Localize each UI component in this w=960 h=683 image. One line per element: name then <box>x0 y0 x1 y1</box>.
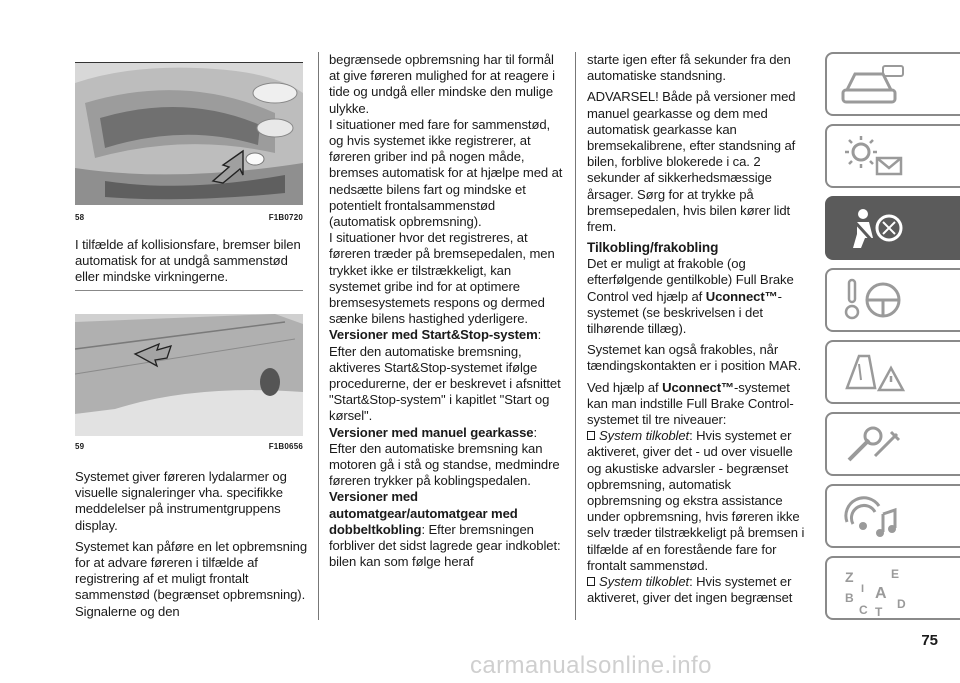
section-paragraph: Versioner med manuel gearkasse: Efter den automatiske bremsning kan motoren gå i stå og standse, medmindre føreren trykker på koblingspedalen. <box>329 424 560 489</box>
figure-58 <box>75 63 303 225</box>
index-letter: B <box>845 591 854 605</box>
paragraph: I situationer hvor det registreres, at føreren træder på bremsepedalen, men trykket ikke er tilstrækkeligt, kan systemet gribe ind for at optimere bremsesystemets respons og dermed sænke bilens hastighed yderligere. <box>329 230 555 327</box>
bullet-box-icon <box>587 577 595 586</box>
alphabet-index-icon <box>839 564 919 618</box>
paragraph: I situationer med fare for sammenstød, og hvis systemet ikke registrerer, at føreren griber ind på nogen måde, bremses automatisk for at hjælpe med at nedsætte bilens fart og mindske et potentielt frontalsammenstød (automatisk opbremsning). <box>329 116 563 230</box>
section-paragraph: Versioner med automatgear/automatgear med dobbeltkobling: Efter bremsningen forbliver det sidst lagrede gear indkoblet: bilen kan som følge heraf <box>329 489 561 570</box>
figure-code: F1B0656 <box>268 442 303 451</box>
figure-code: F1B0720 <box>268 213 303 222</box>
column-3 <box>587 52 809 607</box>
paragraph: begrænsede opbremsning har til formål at give føreren mulighed for at reagere i tide og undgå eller mindske den mulige ulykke. <box>329 52 555 116</box>
index-letter: T <box>875 605 883 618</box>
tab-service-tools[interactable] <box>825 412 960 476</box>
tab-alphabet-index[interactable] <box>825 556 960 620</box>
service-tools-icon <box>839 420 909 470</box>
brand-name: Uconnect™ <box>705 288 778 304</box>
tab-warning-lights[interactable] <box>825 124 960 188</box>
windshield-camera-image <box>75 314 303 436</box>
page-number: 75 <box>921 632 938 649</box>
index-letter: E <box>891 567 900 581</box>
paragraph: Ved hjælp af Uconnect™-systemet kan man indstille Full Brake Control-systemet til tre niveauer: <box>587 379 794 428</box>
safety-airbag-icon <box>839 204 909 254</box>
column-1-top <box>75 237 307 286</box>
section-paragraph: Versioner med Start&Stop-system: Efter den automatiske bremsning, aktiveres Start&Stop-systemet ifølge procedurerne, der er beskrevet i afsnittet "Start&Stop-system" i kapitlet "Start og kørsel". <box>329 327 561 424</box>
bullet-item: System tilkoblet: Hvis systemet er aktiveret, giver det - ud over visuelle og akustiske advarsler - begrænset opbremsning, automatisk opbremsning og ekstra assistance under opbremsning, hvis føreren ikke selv træder tilstrækkeligt på bremsen i tilfælde af en forestående fare for frontalt sammenstød. <box>587 428 805 573</box>
paragraph: starte igen efter få sekunder fra den automatiske standsning. <box>587 52 791 84</box>
section-heading: Versioner med Start&Stop-system <box>329 327 538 343</box>
tab-safety[interactable] <box>825 196 960 260</box>
car-dashboard-icon <box>839 60 909 110</box>
bullet-box-icon <box>587 431 595 440</box>
tab-road-warning[interactable] <box>825 340 960 404</box>
index-letter: D <box>897 597 906 611</box>
column-divider <box>575 52 576 620</box>
tab-tech-specs[interactable] <box>825 484 960 548</box>
figure-number: 58 <box>75 213 85 222</box>
road-warning-icon <box>839 348 909 398</box>
section-heading: Versioner med automatgear/automatgear med dobbeltkobling <box>329 489 518 537</box>
warning-paragraph: ADVARSEL! Både på versioner med manuel gearkasse og dem med automatisk gearkasse kan bremsekalibrene, efter standsning af bilen, forblive blokerede i ca. 2 sekunder af sikkerhedsmæssige årsager. Sørg for at trykke på bremsepedalen, hvis bilen kører lidt frem. <box>587 89 796 235</box>
bullet-term: System tilkoblet <box>599 574 690 590</box>
bullet-term: System tilkoblet <box>599 428 690 444</box>
separator <box>75 290 303 291</box>
watermark: carmanualsonline.info <box>470 652 712 679</box>
section-heading: Tilkobling/frakobling <box>587 240 719 256</box>
index-letter: A <box>875 585 887 602</box>
column-2 <box>329 52 564 571</box>
bullet-item: System tilkoblet: Hvis systemet er aktiveret, giver det ingen begrænset <box>587 574 793 606</box>
paragraph-text: Efter bremsningen forbliver det sidst lagrede gear indkoblet: bilen kan som følge heraf <box>329 521 561 570</box>
brand-name: Uconnect™ <box>662 379 734 395</box>
tech-specs-icon <box>839 492 909 542</box>
index-letter: Z <box>845 569 854 585</box>
tab-keys-steering[interactable] <box>825 268 960 332</box>
figure-59 <box>75 314 303 454</box>
index-letter: I <box>861 583 865 595</box>
paragraph-text: Efter den automatiske bremsning kan motoren gå i stå og standse, medmindre føreren trykker på koblingspedalen. <box>329 440 560 489</box>
section-heading: Versioner med manuel gearkasse <box>329 424 534 440</box>
paragraph: I tilfælde af kollisionsfare, bremser bilen automatisk for at undgå sammenstød eller mindske virkningerne. <box>75 237 301 285</box>
paragraph: Systemet kan også frakobles, når tændingskontakten er i position MAR. <box>587 342 802 374</box>
column-1-bottom <box>75 469 307 620</box>
column-divider <box>318 52 319 620</box>
paragraph: Systemet giver føreren lydalarmer og visuelle signaleringer vha. specifikke meddelelser på instrumentgruppens display. <box>75 469 287 533</box>
paragraph: Systemet kan påføre en let opbremsning for at advare føreren i tilfælde af registrering af et muligt frontalt sammenstød (begrænset opbremsning). Signalerne og den <box>75 538 308 619</box>
figure-number: 59 <box>75 442 85 451</box>
car-front-bumper-image <box>75 63 303 205</box>
index-letter: C <box>859 603 868 617</box>
keys-steering-icon <box>839 276 909 326</box>
paragraph: Det er muligt at frakoble (og efterfølgende gentilkoble) Full Brake Control ved hjælp af Uconnect™-systemet (se beskrivelsen i det tilhørende tillæg). <box>587 256 794 337</box>
paragraph-text: Efter den automatiske bremsning, aktiveres Start&Stop-systemet ifølge procedurerne, der er beskrevet i afsnittet "Start&Stop-system" i kapitlet "Start og kørsel". <box>329 343 561 424</box>
tab-car-dashboard[interactable] <box>825 52 960 116</box>
warning-lights-icon <box>839 132 909 182</box>
